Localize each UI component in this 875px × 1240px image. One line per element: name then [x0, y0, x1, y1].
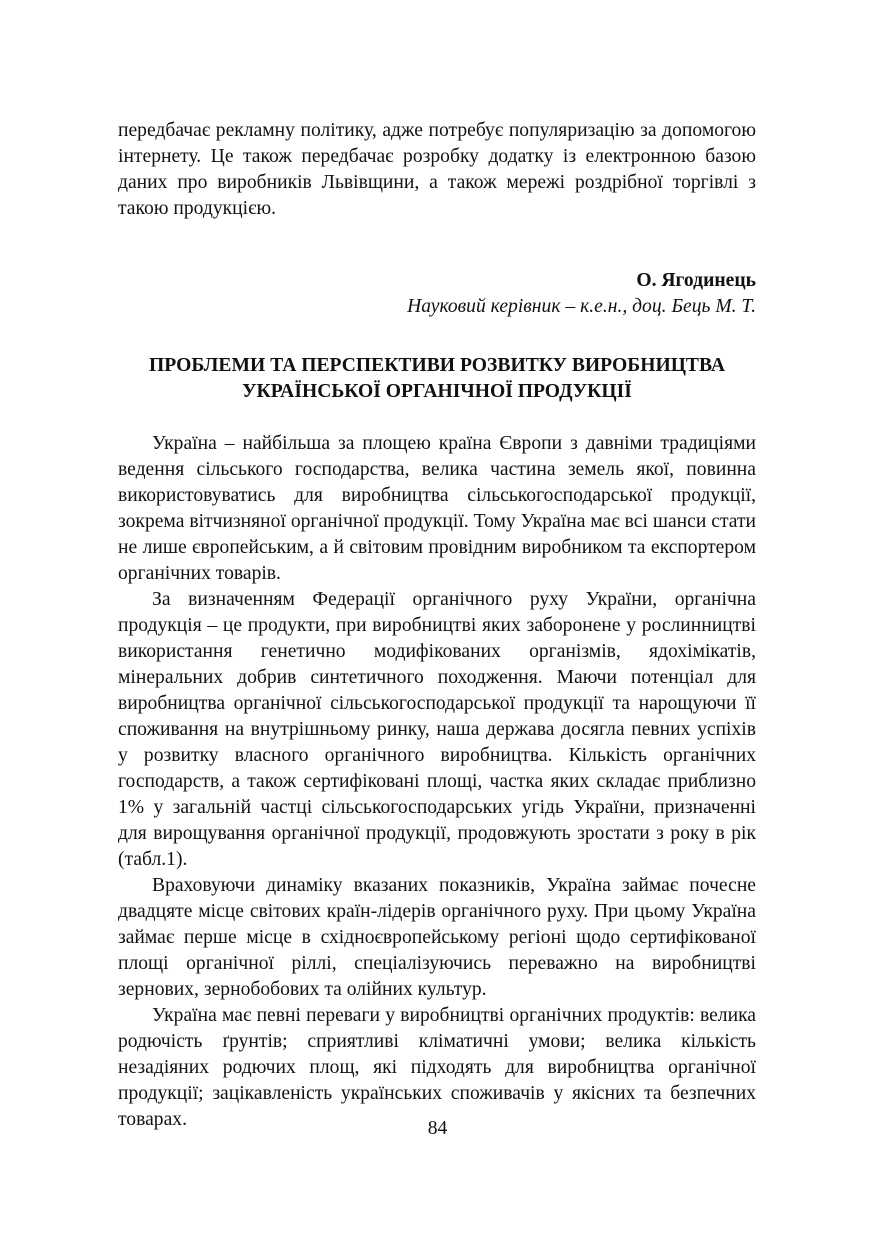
page-number: 84: [427, 1118, 448, 1139]
article-title-line-1: ПРОБЛЕМИ ТА ПЕРСПЕКТИВИ РОЗВИТКУ ВИРОБНИЦТВА: [149, 355, 725, 376]
page-content: [118, 118, 756, 1133]
intro-paragraph: передбачає рекламну політику, адже потребує популяризацію за допомогою інтернету. Це також передбачає розробку додатку із електронною базою даних про виробників Львівщини, а також мережі роздрібної торгівлі з такою продукцією.: [118, 120, 756, 219]
scientific-advisor: Науковий керівник – к.е.н., доц. Бець М. Т.: [407, 296, 756, 317]
article-title: [118, 353, 756, 405]
body-paragraph-4: Україна має певні переваги у виробництві органічних продуктів: велика родючість ґрунтів; сприятливі кліматичні умови; велика кількість незадіяних родючих площ, які підходять для виробництва органічної продукції; зацікавленість українських споживачів у якісних та безпечних товарах.: [118, 1005, 756, 1130]
body-paragraph-1: Україна – найбільша за площею країна Європи з давніми традиціями ведення сільського господарства, велика частина земель якої, повинна використовуватись для виробництва сільськогосподарської продукції, зокрема вітчизняної органічної продукції. Тому Україна має всі шанси стати не лише європейським, а й світовим провідним виробником та експортером органічних товарів.: [118, 433, 756, 584]
author-name: О. Ягодинець: [636, 270, 756, 291]
article-title-line-2: УКРАЇНСЬКОЇ ОРГАНІЧНОЇ ПРОДУКЦІЇ: [242, 381, 632, 402]
author-block: [118, 268, 756, 320]
body-paragraph-3: Враховуючи динаміку вказаних показників, Україна займає почесне двадцяте місце світових країн-лідерів органічного руху. При цьому Україна займає перше місце в східноєвропейському регіоні щодо сертифікованої площі органічної ріллі, спеціалізуючись переважно на виробництві зернових, зернобобових та олійних культур.: [118, 875, 756, 1000]
body-paragraph-2: За визначенням Федерації органічного руху України, органічна продукція – це продукти, при виробництві яких заборонене у рослинництві використання генетично модифікованих організмів, ядохімікатів, мінеральних добрив синтетичного походження. Маючи потенціал для виробництва органічної сільськогосподарської продукції та нарощуючи її споживання на внутрішньому ринку, наша держава досягла певних успіхів у розвитку власного органічного виробництва. Кількість органічних господарств, а також сертифіковані площі, частка яких складає приблизно 1% у загальній частці сільськогосподарських угідь України, призначенні для вирощування органічної продукції, продовжують зростати з року в рік (табл.1).: [118, 589, 756, 870]
